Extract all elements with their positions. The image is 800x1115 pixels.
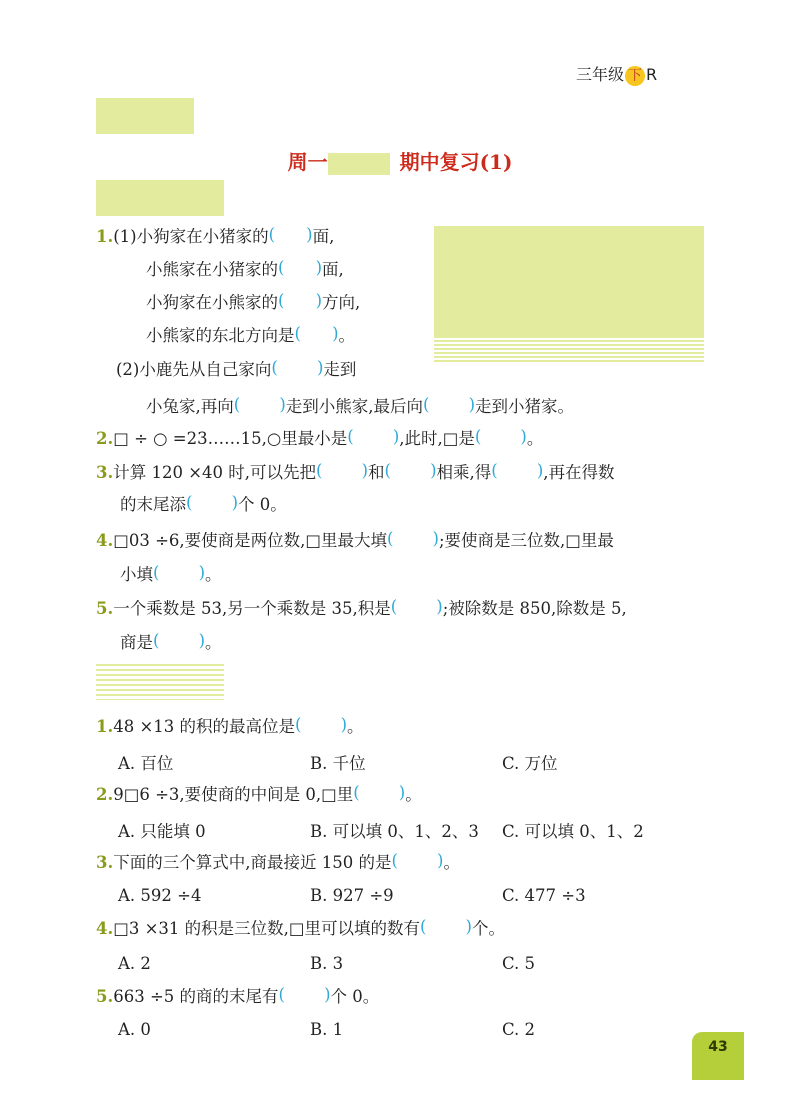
question-number: 1. bbox=[96, 717, 114, 736]
page-number: 43 bbox=[692, 1032, 744, 1080]
question-number: 4. bbox=[96, 531, 114, 550]
title-day: 周一 bbox=[287, 150, 328, 174]
question-text: 面, bbox=[312, 227, 335, 246]
question-text: 计算 120 ×40 时,可以先把 bbox=[113, 463, 317, 482]
question-text: □3 ×31 的积是三位数,□里可以填的数有 bbox=[113, 919, 420, 938]
question-text: 下面的三个算式中,商最接近 150 的是 bbox=[113, 853, 392, 872]
question-text: 个 0。 bbox=[330, 987, 380, 1006]
question-text: 。 bbox=[443, 853, 460, 872]
question-text: □03 ÷6,要使商是两位数,□里最大填 bbox=[113, 531, 387, 550]
answer-blank[interactable] bbox=[153, 632, 205, 650]
question-number: 2. bbox=[96, 785, 114, 804]
grade-text: 三年级 bbox=[576, 65, 625, 84]
question-text: 。 bbox=[205, 633, 222, 652]
answer-blank[interactable] bbox=[279, 986, 331, 1004]
question-text: ;要使商是三位数,□里最 bbox=[438, 531, 614, 550]
question-text: 。 bbox=[347, 717, 364, 736]
answer-blank[interactable] bbox=[278, 292, 322, 310]
question-text: ;被除数是 850,除数是 5, bbox=[442, 599, 627, 618]
choice-question-5 bbox=[96, 986, 379, 1008]
option-b[interactable]: B. 927 ÷9 bbox=[310, 886, 394, 905]
question-number: 3. bbox=[96, 463, 114, 482]
answer-blank[interactable] bbox=[316, 462, 368, 480]
question-4-line-2 bbox=[120, 564, 222, 586]
answer-blank[interactable] bbox=[153, 564, 205, 582]
question-number: 2. bbox=[96, 429, 114, 448]
answer-blank[interactable] bbox=[423, 396, 475, 414]
question-4-line-1 bbox=[96, 530, 614, 552]
option-c[interactable]: C. 可以填 0、1、2 bbox=[502, 822, 644, 841]
question-1-line-2 bbox=[146, 259, 344, 281]
answer-blank[interactable] bbox=[387, 530, 439, 548]
answer-blank[interactable] bbox=[420, 918, 472, 936]
choice-question-4 bbox=[96, 918, 505, 940]
question-number: 5. bbox=[96, 599, 114, 618]
section-banner-top bbox=[96, 98, 194, 134]
question-number: 1. bbox=[96, 227, 114, 246]
question-2 bbox=[96, 428, 543, 450]
option-b[interactable]: B. 1 bbox=[310, 1020, 344, 1039]
option-b[interactable]: B. 可以填 0、1、2、3 bbox=[310, 822, 479, 841]
question-text: 和 bbox=[368, 463, 385, 482]
question-text: 的末尾添 bbox=[120, 495, 186, 514]
question-text: 面, bbox=[322, 260, 344, 279]
question-text: 小兔家,再向 bbox=[146, 397, 234, 416]
answer-blank[interactable] bbox=[385, 462, 437, 480]
question-5-line-2 bbox=[120, 632, 222, 654]
answer-blank[interactable] bbox=[186, 494, 238, 512]
question-text: 相乘,得 bbox=[436, 463, 492, 482]
answer-blank[interactable] bbox=[269, 226, 313, 244]
option-a[interactable]: A. 百位 bbox=[118, 754, 174, 773]
section-banner-2 bbox=[96, 664, 224, 700]
question-1-line-4 bbox=[146, 325, 355, 347]
answer-blank[interactable] bbox=[353, 784, 405, 802]
question-text: 走到小熊家,最后向 bbox=[285, 397, 423, 416]
option-a[interactable]: A. 0 bbox=[118, 1020, 151, 1039]
question-text: 走到 bbox=[323, 360, 357, 379]
edition-letter: R bbox=[646, 65, 658, 84]
option-c[interactable]: C. 5 bbox=[502, 954, 536, 973]
answer-blank[interactable] bbox=[278, 259, 322, 277]
question-1-line-5 bbox=[116, 359, 356, 381]
question-text: 方向, bbox=[322, 293, 361, 312]
question-1-line-6 bbox=[146, 396, 574, 418]
question-text: ,再在得数 bbox=[543, 463, 615, 482]
choice-question-2 bbox=[96, 784, 422, 806]
question-number: 4. bbox=[96, 919, 114, 938]
question-text: 小鹿先从自己家向 bbox=[139, 360, 272, 379]
answer-blank[interactable] bbox=[347, 428, 399, 446]
option-a[interactable]: A. 只能填 0 bbox=[118, 822, 206, 841]
option-a[interactable]: A. 2 bbox=[118, 954, 151, 973]
map-figure bbox=[434, 226, 704, 336]
question-text: □ ÷ ○ =23……15,○里最小是 bbox=[113, 429, 348, 448]
question-text: 。 bbox=[205, 565, 222, 584]
option-a[interactable]: A. 592 ÷4 bbox=[118, 886, 202, 905]
answer-blank[interactable] bbox=[295, 716, 347, 734]
answer-blank[interactable] bbox=[391, 852, 443, 870]
answer-blank[interactable] bbox=[475, 428, 527, 446]
question-3-line-1 bbox=[96, 462, 615, 484]
part-label: (2) bbox=[116, 360, 140, 379]
question-text: 小狗家在小猪家的 bbox=[136, 227, 269, 246]
option-b[interactable]: B. 千位 bbox=[310, 754, 366, 773]
title-topic: 期中复习(1) bbox=[399, 150, 513, 174]
question-5-line-1 bbox=[96, 598, 627, 620]
question-text: 一个乘数是 53,另一个乘数是 35,积是 bbox=[113, 599, 391, 618]
question-text: 个 0。 bbox=[238, 495, 287, 514]
part-label: (1) bbox=[113, 227, 137, 246]
question-text: 个。 bbox=[471, 919, 505, 938]
answer-blank[interactable] bbox=[391, 598, 443, 616]
question-text: ,此时,□是 bbox=[399, 429, 475, 448]
answer-blank[interactable] bbox=[234, 396, 286, 414]
question-text: 9□6 ÷3,要使商的中间是 0,□里 bbox=[113, 785, 354, 804]
question-3-line-2 bbox=[120, 494, 287, 516]
answer-blank[interactable] bbox=[491, 462, 543, 480]
title-blank bbox=[328, 153, 390, 175]
option-c[interactable]: C. 2 bbox=[502, 1020, 536, 1039]
option-c[interactable]: C. 477 ÷3 bbox=[502, 886, 586, 905]
question-text: 小狗家在小熊家的 bbox=[146, 293, 278, 312]
choice-question-3 bbox=[96, 852, 460, 874]
question-number: 3. bbox=[96, 853, 114, 872]
question-text: 小填 bbox=[120, 565, 153, 584]
option-b[interactable]: B. 3 bbox=[310, 954, 344, 973]
question-text: 。 bbox=[405, 785, 422, 804]
question-text: 商是 bbox=[120, 633, 153, 652]
question-text: 小熊家在小猪家的 bbox=[146, 260, 278, 279]
question-text: 。 bbox=[526, 429, 544, 448]
map-figure-stripes bbox=[434, 336, 704, 362]
question-number: 5. bbox=[96, 987, 114, 1006]
question-text: 663 ÷5 的商的末尾有 bbox=[113, 987, 279, 1006]
grade-label bbox=[576, 62, 657, 86]
question-text: 。 bbox=[338, 326, 355, 345]
question-text: 48 ×13 的积的最高位是 bbox=[113, 717, 296, 736]
question-text: 走到小猪家。 bbox=[475, 397, 574, 416]
page-title bbox=[200, 146, 600, 175]
section-banner-1 bbox=[96, 180, 224, 216]
answer-blank[interactable] bbox=[295, 325, 339, 343]
question-1-line-3 bbox=[146, 292, 360, 314]
question-text: 小熊家的东北方向是 bbox=[146, 326, 295, 345]
choice-question-1 bbox=[96, 716, 364, 738]
semester-badge: 下 bbox=[625, 66, 645, 86]
answer-blank[interactable] bbox=[271, 359, 323, 377]
question-1-line-1 bbox=[96, 226, 334, 248]
option-c[interactable]: C. 万位 bbox=[502, 754, 558, 773]
